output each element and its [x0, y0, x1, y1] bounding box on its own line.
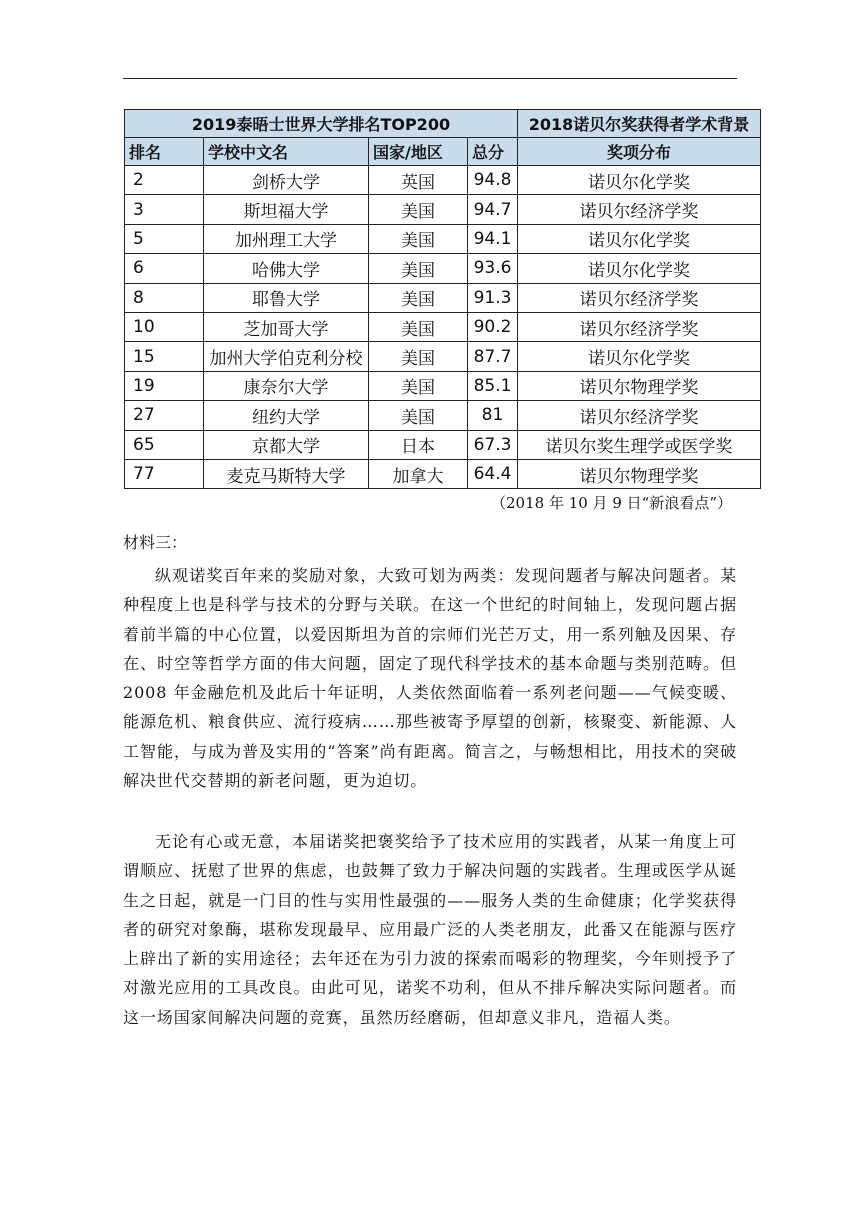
- cell-school: 加州大学伯克利分校: [204, 342, 369, 371]
- table-row: [125, 430, 761, 459]
- table-row: [125, 371, 761, 400]
- table-header-row: [125, 138, 761, 166]
- cell-school: 京都大学: [204, 430, 369, 459]
- cell-score: 67.3: [468, 430, 518, 459]
- cell-school: 剑桥大学: [204, 166, 369, 195]
- cell-country: 美国: [369, 283, 468, 312]
- table-row: [125, 401, 761, 430]
- cell-country: 美国: [369, 254, 468, 283]
- cell-score: 87.7: [468, 342, 518, 371]
- cell-award: 诺贝尔化学奖: [518, 342, 761, 371]
- cell-rank: 10: [125, 312, 204, 341]
- cell-score: 94.1: [468, 224, 518, 253]
- cell-score: 64.4: [468, 459, 518, 488]
- university-nobel-table: [124, 109, 761, 489]
- cell-award: 诺贝尔化学奖: [518, 166, 761, 195]
- cell-school: 斯坦福大学: [204, 195, 369, 224]
- ranking-title: 2019泰晤士世界大学排名TOP200: [125, 110, 518, 138]
- cell-rank: 2: [125, 166, 204, 195]
- cell-award: 诺贝尔经济学奖: [518, 195, 761, 224]
- cell-score: 91.3: [468, 283, 518, 312]
- cell-school: 芝加哥大学: [204, 312, 369, 341]
- cell-school: 纽约大学: [204, 401, 369, 430]
- cell-award: 诺贝尔经济学奖: [518, 312, 761, 341]
- table-row: [125, 283, 761, 312]
- cell-country: 日本: [369, 430, 468, 459]
- col-header-rank: 排名: [125, 138, 204, 166]
- cell-score: 94.8: [468, 166, 518, 195]
- cell-school: 哈佛大学: [204, 254, 369, 283]
- cell-rank: 65: [125, 430, 204, 459]
- table-row: [125, 459, 761, 488]
- cell-country: 加拿大: [369, 459, 468, 488]
- source-citation: （2018 年 10 月 9 日“新浪看点”）: [491, 494, 732, 512]
- cell-award: 诺贝尔经济学奖: [518, 283, 761, 312]
- cell-award: 诺贝尔物理学奖: [518, 371, 761, 400]
- cell-rank: 3: [125, 195, 204, 224]
- cell-award: 诺贝尔化学奖: [518, 224, 761, 253]
- cell-score: 85.1: [468, 371, 518, 400]
- cell-school: 麦克马斯特大学: [204, 459, 369, 488]
- table-row: [125, 312, 761, 341]
- col-header-score: 总分: [468, 138, 518, 166]
- section-label: 材料三：: [123, 533, 188, 552]
- paragraph-1: 纵观诺奖百年来的奖励对象，大致可划为两类：发现问题者与解决问题者。某种程度上也是科学与技术的分野与关联。在这一个世纪的时间轴上，发现问题占据着前半篇的中心位置，以爱因斯坦为首的宗师们光芒万丈，用一系列触及因果、存在、时空等哲学方面的伟大问题，固定了现代科学技术的基本命题与类别范畴。但 2008 年金融危机及此后十年证明，人类依然面临着一系列老问题——气候变暖、能源危机、粮食供应、流行疫病……那些被寄予厚望的创新，核聚变、新能源、人工智能，与成为普及实用的“答案”尚有距离。简言之，与畅想相比，用技术的突破解决世代交替期的新老问题，更为迫切。: [123, 566, 737, 791]
- table-row: [125, 342, 761, 371]
- cell-rank: 8: [125, 283, 204, 312]
- cell-country: 美国: [369, 401, 468, 430]
- cell-rank: 19: [125, 371, 204, 400]
- cell-score: 90.2: [468, 312, 518, 341]
- cell-award: 诺贝尔奖生理学或医学奖: [518, 430, 761, 459]
- col-header-school: 学校中文名: [204, 138, 369, 166]
- table-row: [125, 195, 761, 224]
- paragraph-2: 无论有心或无意，本届诺奖把褒奖给予了技术应用的实践者，从某一角度上可谓顺应、抚慰了世界的焦虑，也鼓舞了致力于解决问题的实践者。生理或医学从诞生之日起，就是一门目的性与实用性最强的——服务人类的生命健康；化学奖获得者的研究对象酶，堪称发现最早、应用最广泛的人类老朋友，此番又在能源与医疗上辟出了新的实用途径；去年还在为引力波的探索而喝彩的物理奖，今年则授予了对激光应用的工具改良。由此可见，诺奖不功利，但从不排斥解决实际问题者。而这一场国家间解决问题的竞赛，虽然历经磨砺，但却意义非凡，造福人类。: [123, 832, 737, 1027]
- cell-rank: 6: [125, 254, 204, 283]
- cell-country: 美国: [369, 195, 468, 224]
- col-header-award: 奖项分布: [518, 138, 761, 166]
- table-row: [125, 224, 761, 253]
- header-rule: [123, 78, 737, 79]
- cell-award: 诺贝尔经济学奖: [518, 401, 761, 430]
- cell-award: 诺贝尔化学奖: [518, 254, 761, 283]
- cell-school: 康奈尔大学: [204, 371, 369, 400]
- table-row: [125, 254, 761, 283]
- nobel-title: 2018诺贝尔奖获得者学术背景: [518, 110, 761, 138]
- table-row: [125, 166, 761, 195]
- cell-score: 93.6: [468, 254, 518, 283]
- table-title-row: [125, 110, 761, 138]
- cell-rank: 77: [125, 459, 204, 488]
- col-header-country: 国家/地区: [369, 138, 468, 166]
- cell-country: 美国: [369, 224, 468, 253]
- cell-rank: 27: [125, 401, 204, 430]
- cell-score: 81: [468, 401, 518, 430]
- cell-score: 94.7: [468, 195, 518, 224]
- cell-school: 加州理工大学: [204, 224, 369, 253]
- cell-country: 美国: [369, 312, 468, 341]
- cell-rank: 15: [125, 342, 204, 371]
- cell-school: 耶鲁大学: [204, 283, 369, 312]
- cell-award: 诺贝尔物理学奖: [518, 459, 761, 488]
- cell-country: 美国: [369, 342, 468, 371]
- cell-rank: 5: [125, 224, 204, 253]
- cell-country: 美国: [369, 371, 468, 400]
- cell-country: 英国: [369, 166, 468, 195]
